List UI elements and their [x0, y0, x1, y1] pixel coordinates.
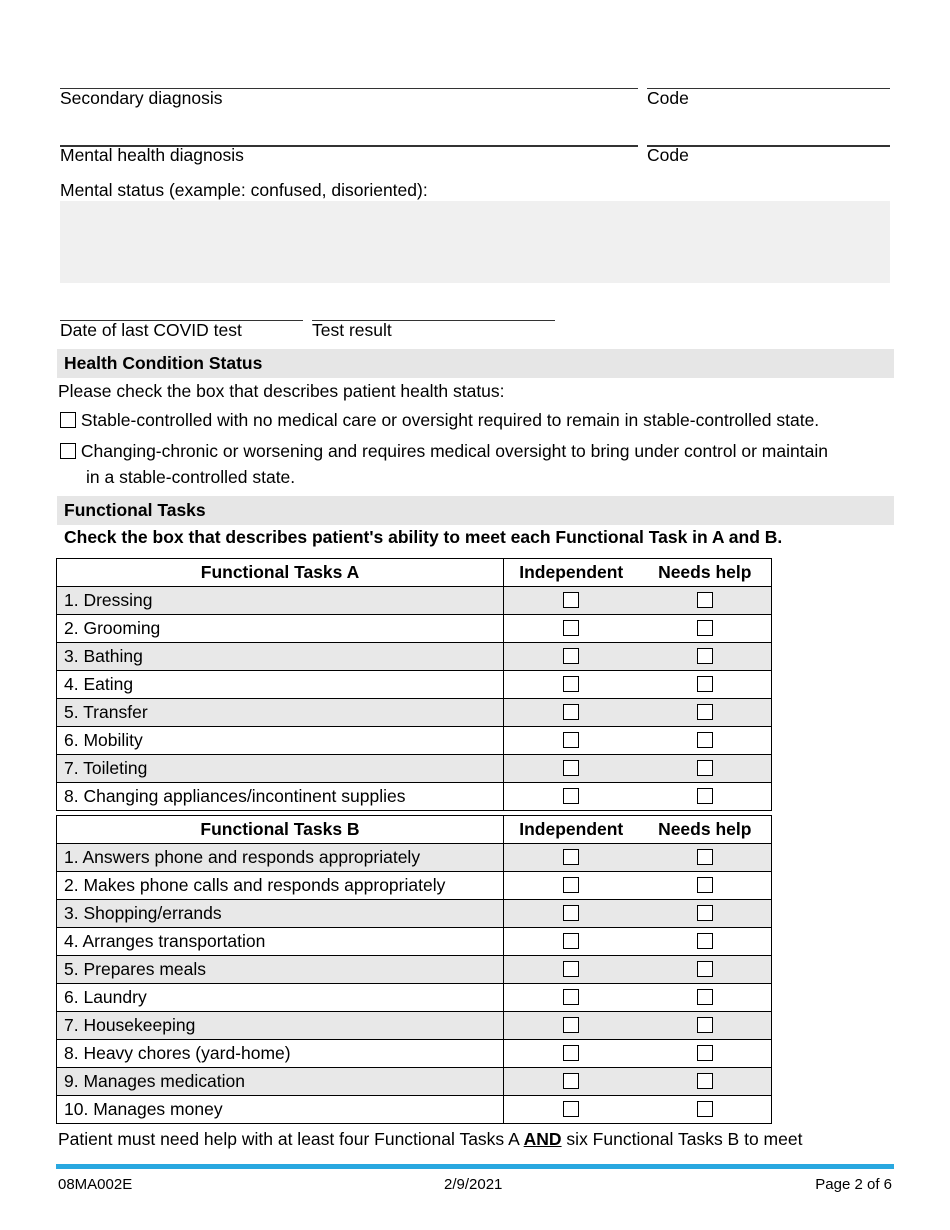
table-row	[57, 872, 772, 900]
table-b-task-label: 9. Manages medication	[57, 1068, 504, 1096]
table-a-task-label: 5. Transfer	[57, 699, 504, 727]
table-row	[57, 956, 772, 984]
independent-checkbox[interactable]	[563, 592, 579, 608]
independent-cell	[504, 844, 639, 872]
needs-help-cell	[639, 783, 772, 811]
needs-help-checkbox[interactable]	[697, 933, 713, 949]
independent-checkbox[interactable]	[563, 961, 579, 977]
table-b-header-independent: Independent	[504, 816, 639, 844]
needs-help-cell	[639, 956, 772, 984]
footer-rule	[56, 1164, 894, 1169]
needs-help-checkbox[interactable]	[697, 877, 713, 893]
needs-help-cell	[639, 900, 772, 928]
needs-help-checkbox[interactable]	[697, 704, 713, 720]
independent-checkbox[interactable]	[563, 788, 579, 804]
needs-help-cell	[639, 1012, 772, 1040]
needs-help-checkbox[interactable]	[697, 676, 713, 692]
table-a-task-label: 4. Eating	[57, 671, 504, 699]
table-row	[57, 1040, 772, 1068]
table-a-header-independent: Independent	[504, 559, 639, 587]
covid-date-label: Date of last COVID test	[60, 320, 242, 340]
needs-help-cell	[639, 671, 772, 699]
independent-checkbox[interactable]	[563, 1017, 579, 1033]
independent-cell	[504, 699, 639, 727]
needs-help-checkbox[interactable]	[697, 592, 713, 608]
independent-cell	[504, 956, 639, 984]
independent-cell	[504, 1040, 639, 1068]
functional-tasks-instruction: Check the box that describes patient's ability to meet each Functional Task in A and B.	[64, 527, 783, 547]
table-row	[57, 928, 772, 956]
mental-health-diagnosis-label: Mental health diagnosis	[60, 145, 244, 165]
independent-cell	[504, 587, 639, 615]
changing-option-label-line1: Changing-chronic or worsening and requires medical oversight to bring under control or maintain	[80, 441, 828, 461]
table-a-task-label: 1. Dressing	[57, 587, 504, 615]
needs-help-checkbox[interactable]	[697, 648, 713, 664]
stable-checkbox[interactable]	[60, 412, 76, 428]
independent-cell	[504, 615, 639, 643]
table-b-task-label: 1. Answers phone and responds appropriately	[57, 844, 504, 872]
needs-help-checkbox[interactable]	[697, 961, 713, 977]
independent-cell	[504, 783, 639, 811]
needs-help-checkbox[interactable]	[697, 788, 713, 804]
needs-help-checkbox[interactable]	[697, 760, 713, 776]
table-row	[57, 900, 772, 928]
independent-checkbox[interactable]	[563, 989, 579, 1005]
table-row	[57, 755, 772, 783]
table-a-task-label: 2. Grooming	[57, 615, 504, 643]
table-row	[57, 984, 772, 1012]
independent-checkbox[interactable]	[563, 676, 579, 692]
table-a-task-label: 6. Mobility	[57, 727, 504, 755]
independent-checkbox[interactable]	[563, 905, 579, 921]
independent-checkbox[interactable]	[563, 1101, 579, 1117]
health-status-heading: Health Condition Status	[57, 349, 894, 378]
needs-help-checkbox[interactable]	[697, 732, 713, 748]
needs-help-checkbox[interactable]	[697, 905, 713, 921]
independent-checkbox[interactable]	[563, 1073, 579, 1089]
functional-tasks-b-table	[56, 815, 772, 1124]
needs-help-cell	[639, 699, 772, 727]
health-status-instruction: Please check the box that describes patient health status:	[58, 381, 505, 401]
needs-help-cell	[639, 755, 772, 783]
health-option-changing	[60, 441, 828, 461]
needs-help-checkbox[interactable]	[697, 1101, 713, 1117]
independent-checkbox[interactable]	[563, 704, 579, 720]
independent-cell	[504, 643, 639, 671]
independent-checkbox[interactable]	[563, 933, 579, 949]
table-a-task-label: 3. Bathing	[57, 643, 504, 671]
table-b-task-label: 7. Housekeeping	[57, 1012, 504, 1040]
table-row	[57, 587, 772, 615]
independent-cell	[504, 1096, 639, 1124]
table-row	[57, 699, 772, 727]
table-row	[57, 615, 772, 643]
independent-cell	[504, 900, 639, 928]
functional-tasks-heading: Functional Tasks	[57, 496, 894, 525]
needs-help-cell	[639, 643, 772, 671]
independent-checkbox[interactable]	[563, 620, 579, 636]
secondary-code-label: Code	[647, 88, 689, 108]
table-a-task-label: 7. Toileting	[57, 755, 504, 783]
needs-help-checkbox[interactable]	[697, 1017, 713, 1033]
independent-checkbox[interactable]	[563, 877, 579, 893]
footer-date: 2/9/2021	[444, 1176, 503, 1193]
table-b-header-needs-help: Needs help	[639, 816, 772, 844]
table-row	[57, 844, 772, 872]
needs-help-cell	[639, 1068, 772, 1096]
table-row	[57, 727, 772, 755]
needs-help-cell	[639, 587, 772, 615]
table-b-task-label: 6. Laundry	[57, 984, 504, 1012]
footer-page: Page 2 of 6	[815, 1176, 892, 1193]
needs-help-cell	[639, 844, 772, 872]
table-a-header-task: Functional Tasks A	[57, 559, 504, 587]
needs-help-checkbox[interactable]	[697, 1045, 713, 1061]
table-b-task-label: 2. Makes phone calls and responds appropriately	[57, 872, 504, 900]
mental-status-field[interactable]	[60, 201, 890, 283]
independent-checkbox[interactable]	[563, 732, 579, 748]
independent-cell	[504, 872, 639, 900]
table-row	[57, 783, 772, 811]
secondary-diagnosis-label: Secondary diagnosis	[60, 88, 223, 108]
needs-help-cell	[639, 1040, 772, 1068]
test-result-label: Test result	[312, 320, 392, 340]
table-a-header-needs-help: Needs help	[639, 559, 772, 587]
table-row	[57, 671, 772, 699]
needs-help-checkbox[interactable]	[697, 1073, 713, 1089]
independent-cell	[504, 1012, 639, 1040]
note-post: six Functional Tasks B to meet	[561, 1129, 803, 1149]
footer-form-id: 08MA002E	[58, 1176, 133, 1193]
mental-health-code-label: Code	[647, 145, 689, 165]
independent-cell	[504, 1068, 639, 1096]
independent-checkbox[interactable]	[563, 849, 579, 865]
independent-cell	[504, 928, 639, 956]
changing-checkbox[interactable]	[60, 443, 76, 459]
table-b-task-label: 10. Manages money	[57, 1096, 504, 1124]
table-row	[57, 1096, 772, 1124]
independent-checkbox[interactable]	[563, 1045, 579, 1061]
note-and: AND	[523, 1129, 562, 1149]
independent-cell	[504, 755, 639, 783]
table-b-header-task: Functional Tasks B	[57, 816, 504, 844]
needs-help-cell	[639, 615, 772, 643]
needs-help-checkbox[interactable]	[697, 620, 713, 636]
table-b-task-label: 8. Heavy chores (yard-home)	[57, 1040, 504, 1068]
table-row	[57, 1068, 772, 1096]
independent-cell	[504, 671, 639, 699]
table-b-task-label: 3. Shopping/errands	[57, 900, 504, 928]
table-row	[57, 1012, 772, 1040]
mental-status-label: Mental status (example: confused, disoriented):	[60, 180, 428, 200]
needs-help-cell	[639, 984, 772, 1012]
note-pre: Patient must need help with at least four Functional Tasks A	[58, 1129, 524, 1149]
stable-option-label: Stable-controlled with no medical care or oversight required to remain in stable-controlled state.	[80, 410, 820, 430]
table-a-task-label: 8. Changing appliances/incontinent supplies	[57, 783, 504, 811]
independent-cell	[504, 984, 639, 1012]
functional-tasks-a-table	[56, 558, 772, 811]
needs-help-checkbox[interactable]	[697, 989, 713, 1005]
needs-help-cell	[639, 928, 772, 956]
eligibility-note	[58, 1129, 802, 1149]
health-option-stable	[60, 410, 819, 430]
table-b-task-label: 4. Arranges transportation	[57, 928, 504, 956]
needs-help-cell	[639, 872, 772, 900]
independent-cell	[504, 727, 639, 755]
independent-checkbox[interactable]	[563, 760, 579, 776]
needs-help-checkbox[interactable]	[697, 849, 713, 865]
needs-help-cell	[639, 1096, 772, 1124]
needs-help-cell	[639, 727, 772, 755]
table-b-task-label: 5. Prepares meals	[57, 956, 504, 984]
independent-checkbox[interactable]	[563, 648, 579, 664]
changing-option-label-line2: in a stable-controlled state.	[86, 467, 296, 487]
table-row	[57, 643, 772, 671]
